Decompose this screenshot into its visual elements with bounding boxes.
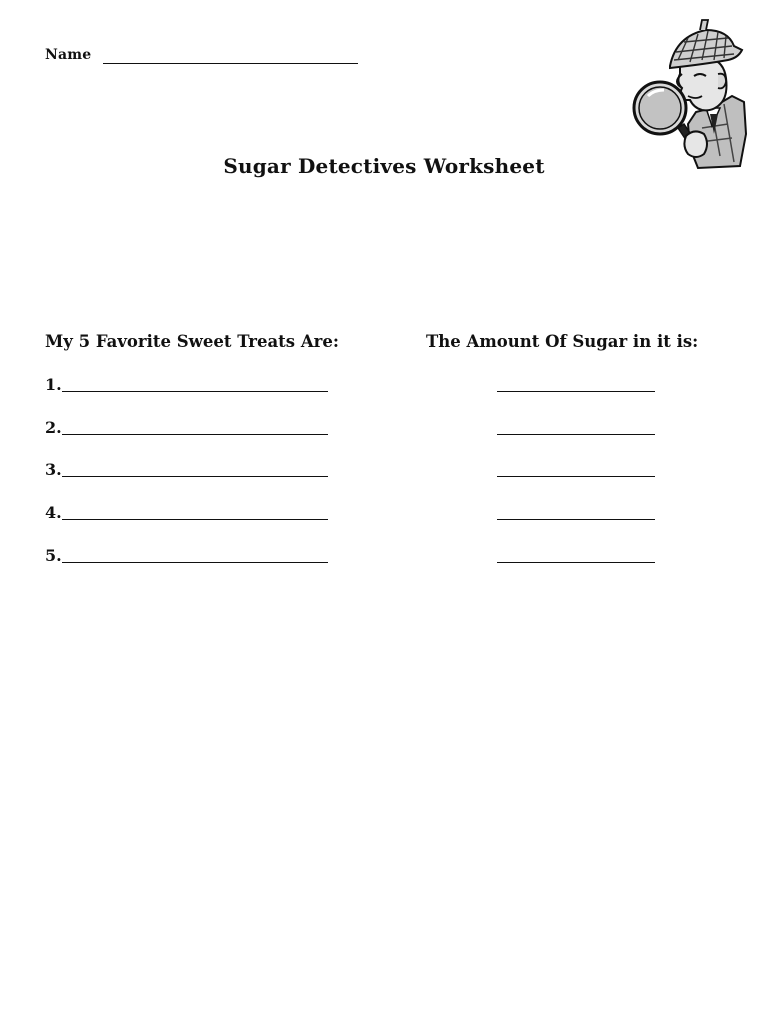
sugar-answer-line[interactable] xyxy=(497,391,655,392)
treat-answer-line[interactable] xyxy=(62,476,328,477)
name-field-line[interactable] xyxy=(103,63,358,64)
row-number: 2. xyxy=(45,418,62,437)
sugar-answer-line[interactable] xyxy=(497,562,655,563)
page-title: Sugar Detectives Worksheet xyxy=(223,154,545,178)
row-number: 4. xyxy=(45,503,62,522)
sugar-answer-line[interactable] xyxy=(497,476,655,477)
row-number: 1. xyxy=(45,375,62,394)
row-number: 5. xyxy=(45,546,62,565)
row-number: 3. xyxy=(45,460,62,479)
sugar-answer-line[interactable] xyxy=(497,434,655,435)
sugar-amount-column-heading: The Amount Of Sugar in it is: xyxy=(426,332,699,351)
treats-column-heading: My 5 Favorite Sweet Treats Are: xyxy=(45,332,339,351)
name-label: Name xyxy=(45,47,92,63)
sugar-answer-line[interactable] xyxy=(497,519,655,520)
treat-answer-line[interactable] xyxy=(62,562,328,563)
treat-answer-line[interactable] xyxy=(62,434,328,435)
treat-answer-line[interactable] xyxy=(62,391,328,392)
detective-with-magnifying-glass-icon xyxy=(628,16,754,174)
treat-answer-line[interactable] xyxy=(62,519,328,520)
